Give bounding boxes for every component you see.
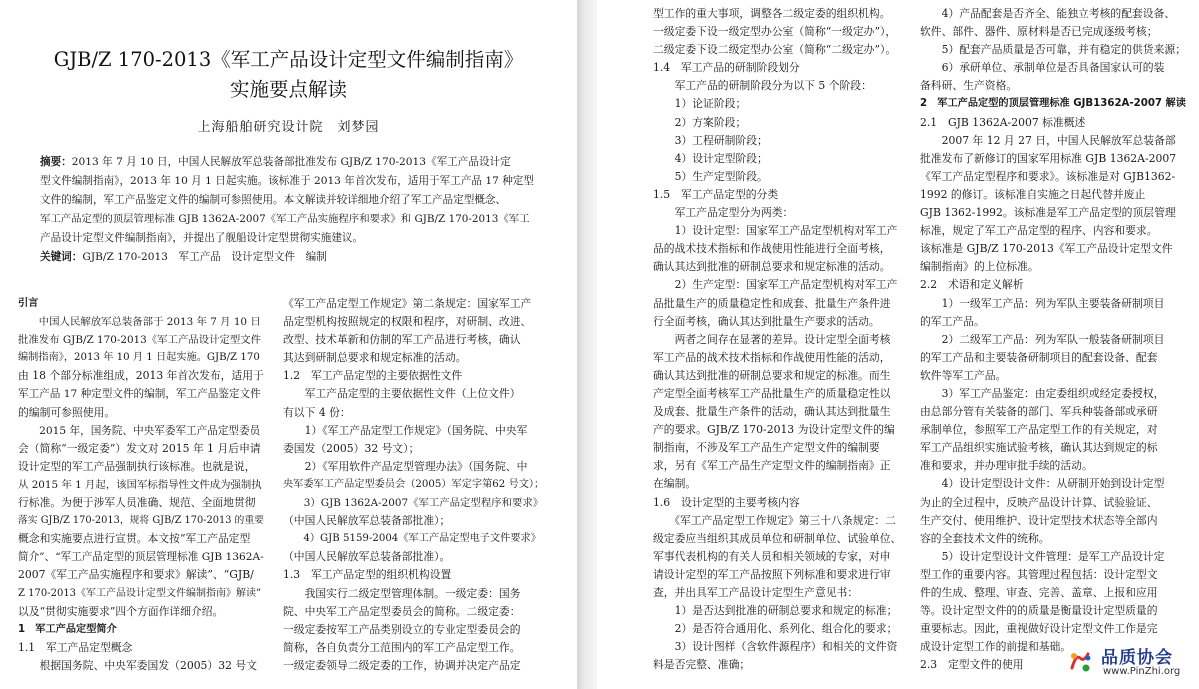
text-line: （中国人民解放军总装备部批准）。 [283, 550, 451, 564]
text-line: （中国人民解放军总装备部批准）； [283, 514, 451, 528]
text-line: 军工产品定型分为两类： [653, 206, 794, 220]
text-line: 备科研、生产资格。 [920, 79, 1018, 93]
paper-title: GJB/Z 170-2013《军工产品设计定型文件编制指南》 [53, 48, 524, 71]
abstract-line: 文件的编制，军工产品鉴定文件的编制可参照使用。本文解读并较详细地介绍了军工产品定型概念、 [40, 194, 507, 206]
section-heading: 2 军工产品定型的顶层管理标准 GJB1362A-2007 解读 [920, 98, 1186, 110]
text-line: 设计定型的军工产品强制执行该标准。也就是说， [18, 459, 256, 473]
text-line: 我国实行二级定型管理体制。一级定委：国务 [283, 586, 521, 600]
abstract-lead-label: 摘要： [40, 156, 72, 168]
text-line: 落实 GJB/Z 170-2013，规将 GJB/Z 170-2013 的重要 [18, 515, 264, 527]
subsection-heading: 1.1 军工产品定型概念 [18, 640, 133, 654]
text-line: 制指南，不涉及军工产品生产定型文件的编制要 [653, 441, 880, 455]
text-line: 查，并出具军工产品设计定型生产意见书： [653, 586, 859, 599]
text-line: 型工作的重要内容。其管理过程包括：设计定型文 [920, 567, 1158, 581]
text-line: 会（简称“一级定委”）发文对 2015 年 1 月后申请 [18, 441, 261, 455]
text-line: Z 170-2013《军工产品设计定型文件编制指南》解读” [18, 587, 262, 599]
subsection-heading: 1.6 设计定型的主要考核内容 [653, 495, 800, 509]
page-gutter [577, 0, 597, 689]
abstract-line: 军工产品定型的顶层管理标准 GJB 1362A-2007《军工产品实施程序和要求》和 GJB/Z 170-2013《军工 [40, 213, 530, 225]
text-line: 的军工产品和主要装备研制项目的配套设备、配套 [920, 350, 1158, 364]
text-line: 的编制可参照使用。 [18, 405, 116, 419]
text-line: 根据国务院、中央军委国发（2005）32 号文 [18, 658, 257, 672]
text-line: 6）承研单位、承制单位是否具备国家认可的装 [920, 61, 1165, 75]
text-line: 承制单位，参照军工产品定型工作的有关规定，对 [920, 423, 1158, 437]
text-line: 准和要求，并办理审批手续的活动。 [920, 459, 1093, 473]
text-line: GJB 1362-1992。该标准是军工产品定型的顶层管理 [920, 206, 1176, 220]
section-heading: 引言 [18, 298, 39, 309]
text-line: 简介”、“军工产品定型的顶层管理标准 GJB 1362A- [18, 551, 264, 564]
abstract-line: 摘要：2013 年 7 月 10 日，中国人民解放军总装备部批准发布 GJB/Z 170-2013《军工产品设计定 [40, 156, 511, 168]
watermark-logo [1063, 643, 1189, 683]
text-line: 5）配套产品质量是否可靠，并有稳定的供货来源； [920, 43, 1186, 57]
text-line: 《军工产品定型工作规定》第二条规定：国家军工产 [283, 297, 532, 310]
text-line: 5）生产定型阶段。 [653, 169, 768, 183]
text-line: 改型、技术革新和仿制的军工产品进行考核，确认 [283, 333, 521, 347]
text-line: 由总部分管有关装备的部门、军兵种装备部或承研 [920, 405, 1158, 419]
text-line: 编制指南》的上位标准。 [920, 260, 1039, 274]
text-line: 两者之间存在显著的差异。设计定型全面考核 [653, 332, 891, 346]
text-line: 3）GJB 1362A-2007《军工产品定型程序和要求》 [283, 497, 544, 510]
text-line: 概念和实施要点进行宣贯。本文按“军工产品定型 [18, 532, 251, 546]
text-line: 1）设计定型：国家军工产品定型机构对军工产 [653, 224, 898, 238]
text-line: 军工产品的研制阶段分为以下 5 个阶段： [653, 79, 872, 93]
right-page-column-2 [920, 5, 1188, 674]
right-page-column-1 [653, 5, 903, 674]
text-line: 中国人民解放军总装备部于 2013 年 7 月 10 日 [18, 316, 261, 329]
text-line: 由 18 个部分标准组成，2013 年首次发布，适用于 [18, 369, 264, 383]
text-line: 该标准是 GJB/Z 170-2013《军工产品设计定型文件 [920, 242, 1173, 256]
text-line: 2007 年 12 月 27 日，中国人民解放军总装备部 [920, 133, 1176, 147]
text-line: 军工产品 17 种定型文件的编制，军工产品鉴定文件 [18, 388, 261, 401]
text-line: 行全面考核，确认其达到批量生产要求的活动。 [653, 314, 880, 328]
text-line: 2）生产定型：国家军工产品定型机构对军工产 [653, 278, 898, 292]
text-line: 4）产品配套是否齐全、能独立考核的配套设备、 [920, 7, 1176, 20]
text-line: 2）方案阶段； [653, 115, 747, 129]
page-right [597, 0, 1199, 689]
text-line: 等。设计定型文件的的质量是衡量设计定型质量的 [920, 604, 1158, 618]
subsection-heading: 1.4 军工产品的研制阶段划分 [653, 61, 800, 75]
subsection-heading: 2.2 术语和定义解析 [920, 278, 1024, 292]
section-heading: 1 军工产品定型简介 [18, 623, 117, 635]
text-line: 一级定委下设一级定型办公室（简称“一级定办”）， [653, 25, 897, 39]
text-line: 的军工产品。 [920, 314, 985, 328]
abstract-line: 产品设计定型文件编制指南》，并提出了舰船设计定型贯彻实施建议。 [40, 232, 364, 244]
author-line: 上海船舶研究设计院 刘梦园 [197, 120, 380, 135]
text-line: 品定型机构按照规定的权限和程序，对研制、改进、 [283, 315, 532, 329]
text-line: 一级定委领导二级定委的工作，协调并决定产品定 [283, 658, 521, 672]
text-line: 3）设计图样（含软件源程序）和相关的文件资 [653, 640, 898, 654]
text-line: 委国发（2005）32 号文）； [283, 441, 420, 455]
logo-name: 品质协会 [1101, 648, 1173, 668]
text-line: 生产交付、使用维护、设计定型技术状态等全部内 [920, 513, 1158, 527]
abstract [40, 153, 538, 267]
text-line: 容的全套技术文件的统称。 [920, 531, 1050, 545]
text-line: 软件等军工产品。 [920, 368, 1007, 382]
text-line: 1）一级军工产品：列为军队主要装备研制项目 [920, 296, 1165, 310]
text-line: 《军工产品定型程序和要求》。该标准是对 GJB1362- [920, 169, 1176, 183]
text-line: 确认其达到批准的研制总要求和规定的标准。而生 [653, 368, 891, 382]
text-line: 一级定委按军工产品类别设立的专业定型委员会的 [283, 622, 521, 636]
text-line: 军事代表机构的有关人员和相关领域的专家，对申 [653, 549, 891, 563]
text-line: 确认其达到批准的研制总要求和规定标准的活动。 [653, 260, 891, 274]
text-line: 标准，规定了军工产品定型的程序、内容和要求。 [920, 224, 1158, 238]
text-line: 产定型全面考核军工产品批量生产的质量稳定性以 [653, 386, 891, 400]
text-line: 成设计定型工作的前提和基础。 [920, 640, 1072, 654]
text-line: 为止的全过程中，反映产品设计计算、试验验证、 [920, 495, 1158, 509]
keywords: 关键词：GJB/Z 170-2013 军工产品 设计定型文件 编制 [40, 251, 327, 263]
text-line: 及成套、批量生产条件的活动，确认其达到批量生 [653, 405, 891, 419]
text-line: 1992 的修订。该标准自实施之日起代替并废止 [920, 187, 1146, 201]
page-left [0, 0, 577, 689]
text-line: 品批量生产的质量稳定性和成套、批量生产条件进 [653, 296, 891, 310]
text-line: 重要标志。因此，重视做好设计定型文件工作是完 [920, 622, 1158, 636]
paper-title-line2: 实施要点解读 [229, 78, 347, 101]
subsection-heading: 1.2 军工产品定型的主要依据性文件 [283, 369, 463, 383]
text-line: 产的要求。GJB/Z 170-2013 为设计定型文件的编 [653, 423, 895, 437]
text-line: 料是否完整、准确； [653, 658, 751, 672]
text-line: 2）《军用软件产品定型管理办法》（国务院、中 [283, 459, 528, 473]
text-line: 军工产品定型的主要依据性文件（上位文件） [283, 387, 521, 401]
text-line: 在编制。 [653, 477, 697, 491]
abstract-line: 型文件编制指南》，2013 年 10 月 1 日起实施。该标准于 2013 年首次发布，适用于军工产品 17 种定型 [40, 175, 534, 187]
text-line: 求，另有《军工产品生产定型文件的编制指南》正 [653, 459, 891, 473]
text-line: 请设计定型的军工产品按照下列标准和要求进行审 [653, 567, 891, 581]
text-line: 军工产品组织实施试验考核，确认其达到规定的标 [920, 441, 1158, 455]
text-line: 有以下 4 份： [283, 405, 351, 419]
text-line: 简称，各自负责分工范围内的军工产品定型工作。 [283, 640, 521, 654]
text-line: 件的生成、整理、审查、完善、盖章、上报和应用 [920, 586, 1158, 599]
pinzhi-logo-icon [1063, 645, 1097, 679]
text-line: 《军工产品定型工作规定》第三十八条规定：二 [653, 513, 896, 527]
subsection-heading: 2.3 定型文件的使用 [920, 658, 1024, 672]
text-line: 2007《军工产品实施程序和要求》解读”、“GJB/ [18, 568, 254, 582]
left-page-column-1 [18, 295, 264, 675]
text-line: 从 2015 年 1 月起，该国军标指导性文件成为强制执 [18, 478, 262, 491]
text-line: 军工产品的战术技术指标和作战使用性能的活动， [653, 350, 891, 364]
text-line: 4）设计定型阶段； [653, 151, 768, 165]
text-line: 编制指南》，2013 年 10 月 1 日起实施。GJB/Z 170 [18, 352, 260, 364]
text-line: 2015 年，国务院、中央军委军工产品定型委员 [18, 424, 261, 437]
logo-url: www.PinZhi.org [1103, 666, 1181, 677]
text-line: 央军委军工产品定型委员会（2005）军定字第62 号文）； [283, 478, 545, 490]
subsection-heading: 1.5 军工产品定型的分类 [653, 187, 779, 201]
text-line: 2）二级军工产品：列为军队一般装备研制项目 [920, 332, 1165, 346]
text-line: 软件、部件、器件、原材料是否已完成逐级考核； [920, 25, 1158, 39]
text-line: 1）论证阶段； [653, 97, 747, 111]
text-line: 以及“贯彻实施要求”四个方面作详细介绍。 [18, 604, 224, 618]
text-line: 院、中央军工产品定型委员会的简称。二级定委： [283, 604, 521, 618]
left-page-column-2 [283, 295, 545, 675]
text-line: 4）设计定型设计文件：从研制开始到设计定型 [920, 477, 1165, 491]
text-line: 品的战术技术指标和作战使用性能进行全面考核， [653, 242, 891, 256]
text-line: 1）是否达到批准的研制总要求和规定的标准； [653, 604, 898, 618]
subsection-heading: 1.3 军工产品定型的组织机构设置 [283, 568, 452, 582]
text-line: 批准发布 GJB/Z 170-2013《军工产品设计定型文件 [18, 334, 262, 347]
text-line: 4）GJB 5159-2004《军工产品定型电子文件要求》 [283, 533, 541, 545]
text-line: 二级定委下设二级定型办公室（简称“二级定办”）。 [653, 43, 897, 57]
text-line: 级定委应当组织其成员单位和研制单位、试验单位、 [653, 531, 902, 545]
text-line: 行标准。为便于涉军人员准确、规范、全面地贯彻 [18, 496, 256, 510]
text-line: 批准发布了新修订的国家军用标准 GJB 1362A-2007 [920, 151, 1177, 165]
text-line: 3）工程研制阶段； [653, 133, 768, 147]
text-line: 5）设计定型设计文件管理：是军工产品设计定 [920, 549, 1165, 563]
text-line: 2）是否符合通用化、系列化、组合化的要求； [653, 622, 898, 636]
abstract-lead-label: 关键词： [40, 251, 83, 263]
text-line: 1）《军工产品定型工作规定》（国务院、中央军 [283, 423, 528, 437]
text-line: 其达到研制总要求和规定标准的活动。 [283, 351, 467, 365]
subsection-heading: 2.1 GJB 1362A-2007 标准概述 [920, 115, 1086, 129]
text-line: 3）军工产品鉴定：由定委组织或经定委授权， [920, 386, 1165, 400]
text-line: 型工作的重大事项，调整各二级定委的组织机构。 [653, 7, 891, 20]
